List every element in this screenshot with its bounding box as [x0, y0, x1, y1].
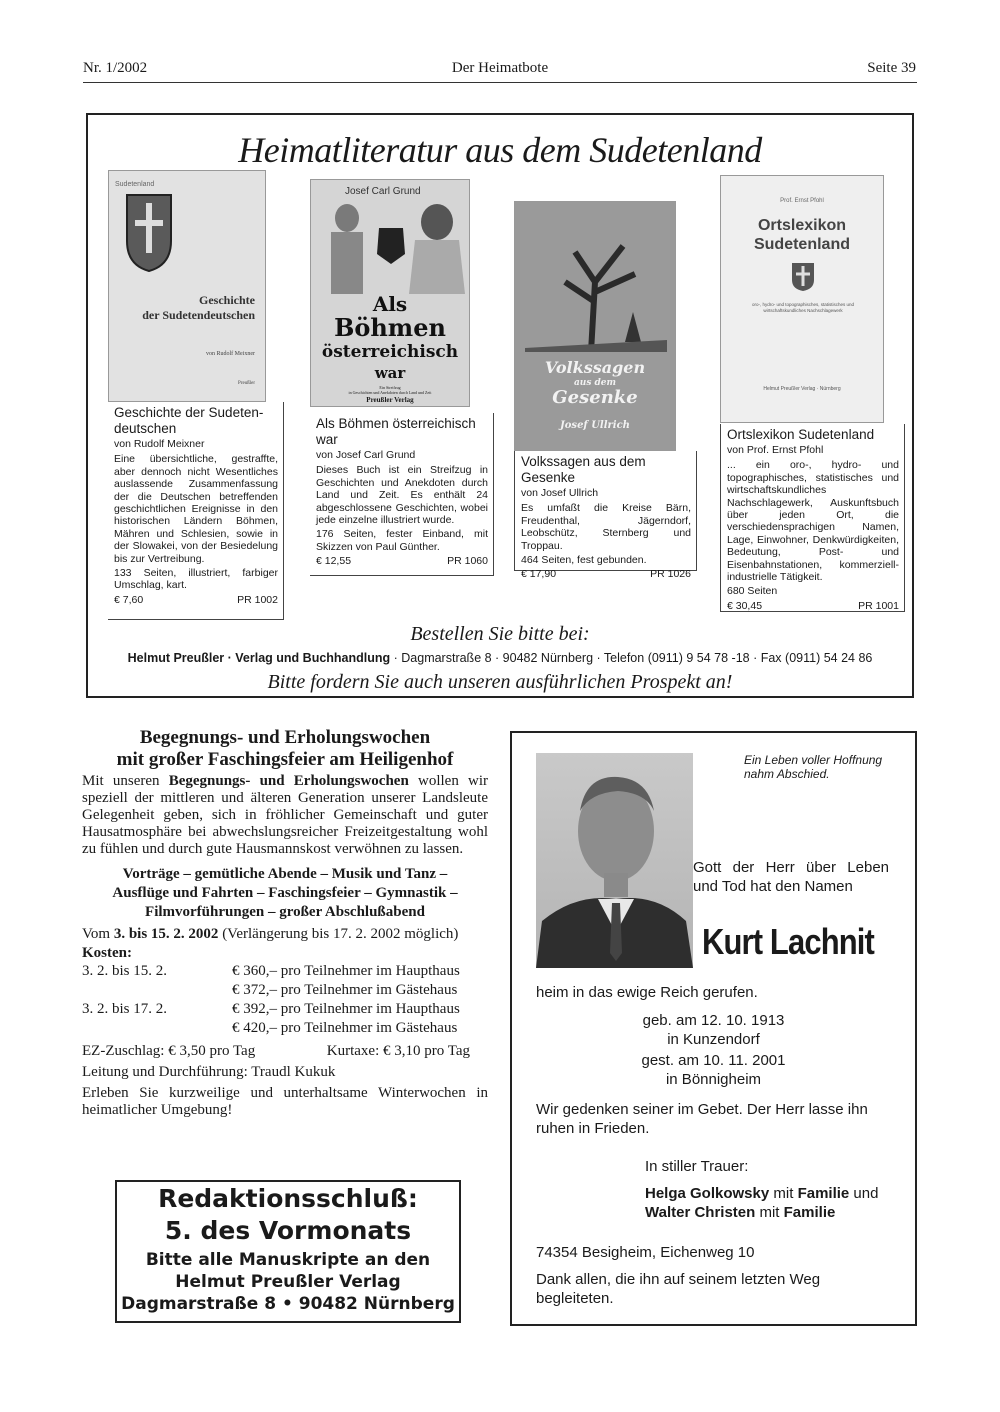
cover-blurb: oro-, hydro- und topographisches, statistisches und wirtschaftskundliches Nachschlagewerk	[751, 302, 855, 313]
obituary-prayer: Wir gedenken seiner im Gebet. Der Herr lasse ihn ruhen in Frieden.	[536, 1101, 868, 1137]
cost-row	[82, 1019, 488, 1038]
intro-text: Mit unseren	[82, 773, 169, 789]
cost-price: € 420,– pro Teilnehmer im Gästehaus	[232, 1020, 458, 1036]
cost-row	[82, 1000, 488, 1019]
cover-title: Gesenke	[552, 387, 638, 408]
cover-title: Volkssagen	[544, 358, 646, 377]
deadline-date: 5. des Vormonats	[164, 1216, 412, 1245]
birth-info	[512, 1011, 915, 1089]
cover-subtitle: in Geschichten und Anekdoten durch Land und Zeit	[348, 390, 432, 395]
book-cover-volkssagen	[514, 201, 676, 451]
mourner-text: mit	[769, 1185, 798, 1202]
book-description: ... ein oro-, hydro- und topographisches, statistisches und wirtschaftskundliches Nachschlagewerk, Auskunftsbuch über jeden Ort, die verschiedensprachigen Namen, Lage, Einwohner, Denkwürdigkeiten, Bedeutung, Post- und Eisenbahnstationen, kommerziell-industrielle Tätigkeit.	[727, 459, 899, 584]
publisher-contact: · Dagmarstraße 8 · 90482 Nürnberg · Telefon (0911) 9 54 78 -18 · Fax (0911) 54 24 86	[390, 651, 873, 665]
cover-title: war	[374, 364, 406, 382]
mourner-family: Familie	[797, 1185, 850, 1202]
cover-title: aus dem	[573, 378, 617, 388]
obituary-called: heim in das ewige Reich gerufen.	[536, 984, 758, 1001]
cover-publisher: Helmut Preußler Verlag · Nürnberg	[763, 386, 841, 392]
cover-author: von Rudolf Meixner	[206, 351, 255, 357]
death-date: gest. am 10. 11. 2001	[641, 1052, 786, 1069]
issue-number: Nr. 1/2002	[83, 60, 148, 76]
cost-period: 3. 2. bis 15. 2.	[82, 963, 168, 979]
book-details: 176 Seiten, fester Einband, mit Skizzen von Paul Günther.	[316, 528, 488, 553]
mourners	[645, 1184, 878, 1222]
birth-date: geb. am 12. 10. 1913	[642, 1012, 785, 1029]
article-begegnungswochen	[82, 727, 488, 1119]
motto-line: nahm Abschied.	[744, 767, 830, 781]
coat-of-arms-icon	[125, 193, 173, 273]
cover-subtitle: Ein Streifzug	[379, 385, 401, 390]
cost-price: € 392,– pro Teilnehmer im Haupthaus	[232, 1001, 460, 1017]
publisher-name: Helmut Preußler Verlag	[175, 1272, 401, 1292]
obituary	[510, 731, 917, 1326]
cover-title: Ortslexikon	[757, 217, 847, 234]
book-author: von Prof. Ernst Pfohl	[727, 444, 824, 456]
portrait-icon	[536, 753, 693, 968]
birth-place: in Kunzendorf	[667, 1031, 760, 1048]
cover-subtitle: der Sudetendeutschen	[142, 308, 255, 322]
cover-title: Böhmen	[334, 313, 446, 342]
mourning-label: In stiller Trauer:	[645, 1158, 749, 1175]
intro-line: Gott der Herr über Leben	[693, 859, 889, 876]
redaktionsschluss-box	[115, 1180, 461, 1323]
coat-of-arms-icon	[791, 262, 815, 292]
book-info-geschichte	[108, 402, 284, 620]
book-price: € 7,60	[114, 593, 144, 606]
article-title	[82, 727, 488, 771]
obituary-thanks: Dank allen, die ihn auf seinem letzten Weg begleiteten.	[536, 1271, 821, 1307]
book-description: Es umfaßt die Kreise Bärn, Freudenthal, Jägerndorf, Leobschütz, Sternberg und Troppau.	[521, 502, 691, 552]
intro-bold: Begegnungs- und Erholungswochen	[168, 773, 409, 789]
book-info-volkssagen	[514, 451, 697, 581]
prospekt-request: Bitte fordern Sie auch unseren ausführlichen Prospekt an!	[267, 671, 733, 693]
magazine-title: Der Heimatbote	[451, 60, 549, 76]
book-cover-ortslexikon	[720, 175, 884, 423]
mourner-family: Familie	[783, 1204, 836, 1221]
book-author: von Josef Ullrich	[521, 487, 599, 499]
cover-author: Josef Carl Grund	[345, 186, 421, 197]
publisher-address	[88, 651, 912, 665]
program-line: Vorträge – gemütliche Abende – Musik und Tanz –	[122, 866, 448, 882]
article-title-line: mit großer Faschingsfeier am Heiligenhof	[116, 749, 454, 770]
book-title: Geschichte der Sudeten-deutschen	[114, 405, 264, 436]
article-intro	[82, 773, 488, 858]
book-author: von Rudolf Meixner	[114, 438, 205, 450]
portrait-illustration-icon	[317, 198, 465, 294]
motto-line: Ein Leben voller Hoffnung	[744, 753, 883, 767]
article-closing: Erleben Sie kurzweilige und unterhaltsame Winterwochen in heimatlicher Umgebung!	[82, 1085, 488, 1118]
date-range	[82, 926, 488, 943]
book-code: PR 1026	[650, 568, 691, 581]
obituary-intro	[693, 858, 889, 896]
book-details: 133 Seiten, illustriert, farbiger Umschlag, kart.	[114, 567, 278, 592]
date-text: Vom	[82, 926, 114, 942]
book-code: PR 1001	[858, 599, 899, 612]
book-details: 464 Seiten, fest gebunden.	[521, 554, 647, 567]
leitung: Leitung und Durchführung: Traudl Kukuk	[82, 1064, 336, 1080]
book-code: PR 1060	[447, 555, 488, 568]
book-price: € 17,90	[521, 568, 557, 581]
book-description: Eine übersichtliche, gestraffte, aber dennoch nicht Wesentliches auslassende Zusammenfassung der die Deutschen betreffenden geschichtlichen Ereignisse in den historischen Ländern Böhmen, Mähren und Schlesien, sowie in der Slowakei, von der Besiedelung bis zur Vertreibung.	[114, 453, 278, 565]
book-advertisement	[86, 113, 914, 698]
family-address: 74354 Besigheim, Eichenweg 10	[536, 1244, 755, 1261]
obituary-motto	[744, 753, 882, 781]
page-number: Seite 39	[867, 60, 916, 76]
book-details: 680 Seiten	[727, 585, 778, 598]
program-list	[82, 865, 488, 922]
costs-label: Kosten:	[82, 945, 132, 961]
cost-period	[82, 981, 232, 1000]
cost-price: € 360,– pro Teilnehmer im Haupthaus	[232, 963, 460, 979]
mourner-text: und	[849, 1185, 879, 1202]
mourner-text: mit	[755, 1204, 784, 1221]
ad-title: Heimatliteratur aus dem Sudetenland	[238, 130, 762, 170]
book-price: € 30,45	[727, 599, 763, 612]
cost-row	[82, 962, 488, 981]
death-place: in Bönnigheim	[665, 1071, 762, 1088]
cost-row	[82, 981, 488, 1000]
cover-title: Sudetenland	[753, 236, 850, 253]
book-author: von Josef Carl Grund	[316, 449, 416, 461]
manuscript-note: Bitte alle Manuskripte an den	[145, 1250, 431, 1270]
deadline-title: Redaktionsschluß:	[158, 1184, 418, 1213]
intro-line: und Tod hat den Namen	[693, 878, 853, 895]
article-title-line: Begegnungs- und Erholungswochen	[139, 727, 431, 748]
program-line: Ausflüge und Fahrten – Faschingsfeier – Gymnastik –	[112, 885, 458, 901]
header-rule	[83, 82, 917, 83]
order-heading: Bestellen Sie bitte bei:	[410, 623, 590, 645]
book-title: Ortslexikon Sudetenland	[727, 427, 875, 442]
portrait-photo	[536, 753, 693, 968]
cost-period	[82, 1019, 232, 1038]
date-text: (Verlängerung bis 17. 2. 2002 möglich)	[218, 926, 459, 942]
publisher-name: Helmut Preußler · Verlag und Buchhandlung	[127, 651, 391, 665]
program-line: Filmvorführungen – großer Abschlußabend	[145, 904, 425, 920]
cost-period: 3. 2. bis 17. 2.	[82, 1001, 168, 1017]
cover-title: österreichisch	[321, 342, 459, 362]
cover-author: Prof. Ernst Pfohl	[780, 198, 824, 204]
tree-illustration-icon	[525, 222, 667, 352]
ez-surcharge: EZ-Zuschlag: € 3,50 pro Tag	[82, 1043, 256, 1059]
cover-publisher: Preußler	[238, 381, 255, 386]
book-cover-geschichte	[108, 170, 266, 402]
book-info-ortslexikon	[720, 424, 905, 612]
cost-price: € 372,– pro Teilnehmer im Gästehaus	[232, 982, 458, 998]
intro-text: wollen wir speziell der mittleren und älteren Generation unserer Landsleute Gelegenheit geben, sich in fröhlicher Gemeinschaft und guter Hausatmosphäre bei abwechslungsreicher Freizeitgestaltung wohl zu fühlen und durch gute Hausmannskost verwöhnen zu lassen.	[82, 773, 489, 857]
mourner-name: Walter Christen	[645, 1204, 756, 1221]
surcharge-row	[82, 1042, 488, 1061]
book-title: Als Böhmen österreichisch war	[316, 416, 476, 447]
cover-publisher: Preußler Verlag	[366, 396, 414, 404]
book-code: PR 1002	[237, 593, 278, 606]
kurtaxe: Kurtaxe: € 3,10 pro Tag	[326, 1043, 470, 1059]
cover-title: Geschichte	[199, 293, 255, 307]
cover-text: Sudetenland	[115, 181, 155, 188]
book-description: Dieses Buch ist ein Streifzug in Geschichten und Anekdoten durch Land und Zeit. Es enthält 24 abgeschlossene Geschichten, wobei jede einzelne illustriert wurde.	[316, 464, 488, 527]
book-info-boehmen	[310, 413, 494, 576]
publisher-address: Dagmarstraße 8 • 90482 Nürnberg	[121, 1294, 455, 1314]
mourner-name: Helga Golkowsky	[645, 1185, 770, 1202]
book-cover-boehmen	[310, 179, 470, 407]
deceased-name: Kurt Lachnit	[702, 921, 874, 962]
book-title: Volkssagen aus dem Gesenke	[521, 454, 646, 485]
cover-author: Josef Ullrich	[560, 420, 630, 431]
date-bold: 3. bis 15. 2. 2002	[113, 926, 219, 942]
cover-title: Als	[372, 292, 408, 316]
book-price: € 12,55	[316, 555, 352, 568]
